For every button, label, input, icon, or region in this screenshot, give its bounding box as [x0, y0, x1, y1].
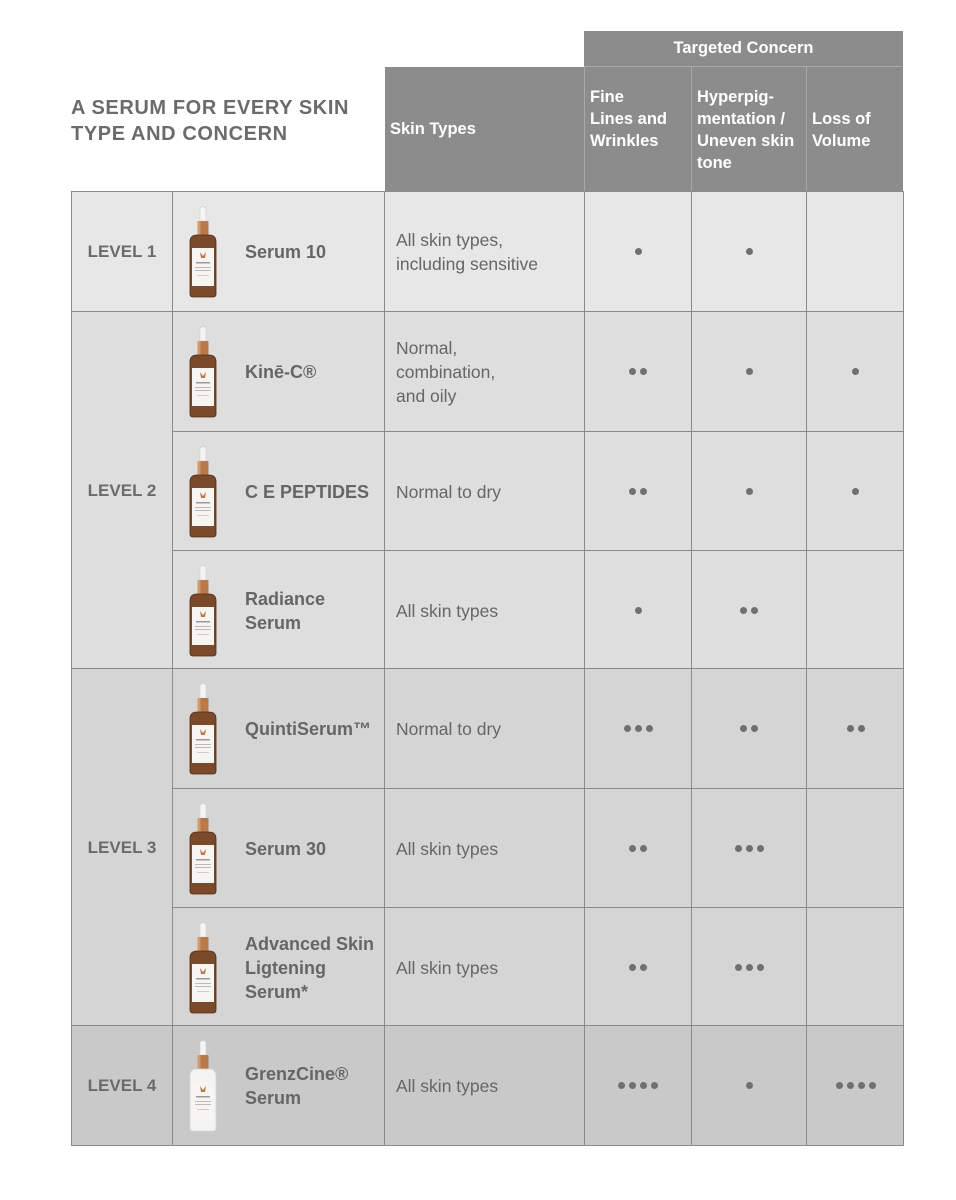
rating-cell — [807, 908, 904, 1027]
skin-type-cell — [385, 789, 585, 908]
rating-dots — [624, 725, 653, 732]
rating-dot-icon — [629, 368, 636, 375]
product-name: Radiance Serum — [245, 588, 326, 633]
rating-dot-icon — [635, 248, 642, 255]
loss-of-volume-header — [806, 67, 903, 191]
skin-type-text: Normal to dry — [396, 718, 502, 739]
level-label: LEVEL 4 — [72, 1026, 173, 1145]
rating-dots — [740, 725, 758, 732]
skin-type-text: All skin types — [396, 957, 499, 978]
rating-cell — [692, 192, 807, 311]
product-cell — [173, 669, 385, 788]
level-band — [72, 1025, 903, 1145]
rating-dots — [635, 248, 642, 255]
rating-cell — [692, 908, 807, 1027]
skin-type-text: All skin types, including sensitive — [396, 229, 539, 274]
rating-dot-icon — [640, 1082, 647, 1089]
table-row — [173, 669, 903, 788]
rating-cell — [585, 789, 692, 908]
skin-type-cell — [385, 1026, 585, 1145]
rating-dot-icon — [735, 845, 742, 852]
rating-cell — [692, 1026, 807, 1145]
product-name: Serum 10 — [245, 241, 327, 262]
hyperpigmentation-header-label: Hyperpig-mentation / Uneven skin tone — [697, 88, 795, 172]
product-cell — [173, 908, 385, 1027]
rating-dot-icon — [640, 488, 647, 495]
page-title: A SERUM FOR EVERY SKIN TYPE AND CONCERN — [71, 97, 350, 145]
rating-dot-icon — [640, 964, 647, 971]
hyperpigmentation-header — [691, 67, 806, 191]
serum-bottle-icon — [187, 326, 219, 418]
rating-cell — [585, 192, 692, 311]
level-band — [72, 192, 903, 311]
serum-bottle-icon — [187, 1040, 219, 1132]
product-name: QuintiSerum™ — [245, 718, 372, 739]
product-name: Kinē-C® — [245, 361, 317, 382]
rating-dot-icon — [740, 725, 747, 732]
rating-cell — [807, 789, 904, 908]
rating-dot-icon — [751, 607, 758, 614]
rating-cell — [807, 551, 904, 670]
rating-cell — [692, 669, 807, 788]
rating-dot-icon — [746, 1082, 753, 1089]
product-cell — [173, 192, 385, 311]
rating-cell — [807, 1026, 904, 1145]
rating-dot-icon — [746, 368, 753, 375]
skin-type-cell — [385, 908, 585, 1027]
rating-dot-icon — [640, 845, 647, 852]
skin-type-cell — [385, 432, 585, 551]
rating-dot-icon — [618, 1082, 625, 1089]
rating-dots — [746, 368, 753, 375]
rating-cell — [585, 432, 692, 551]
product-cell — [173, 789, 385, 908]
rating-dot-icon — [629, 488, 636, 495]
rating-dot-icon — [746, 248, 753, 255]
rating-dots — [635, 607, 642, 614]
skin-type-cell — [385, 669, 585, 788]
rating-cell — [807, 432, 904, 551]
rating-dot-icon — [746, 488, 753, 495]
skin-types-header: Skin Types — [385, 67, 584, 191]
skin-type-text: Normal to dry — [396, 481, 502, 502]
rating-dots — [746, 1082, 753, 1089]
rating-dots — [629, 368, 647, 375]
serum-bottle-icon — [187, 206, 219, 298]
rating-cell — [585, 551, 692, 670]
rating-dots — [852, 488, 859, 495]
rating-dot-icon — [635, 725, 642, 732]
rating-dots — [629, 488, 647, 495]
skin-type-text: All skin types — [396, 838, 499, 859]
rating-dot-icon — [629, 845, 636, 852]
rating-dots — [618, 1082, 658, 1089]
rating-dots — [629, 964, 647, 971]
rating-cell — [585, 312, 692, 431]
rating-dots — [847, 725, 865, 732]
rating-dot-icon — [746, 845, 753, 852]
rating-dots — [746, 488, 753, 495]
product-name: GrenzCine® Serum — [245, 1063, 349, 1108]
skin-type-cell — [385, 551, 585, 670]
rating-dot-icon — [757, 845, 764, 852]
product-name: Serum 30 — [245, 838, 327, 859]
rating-dot-icon — [852, 368, 859, 375]
product-cell — [173, 432, 385, 551]
rating-dot-icon — [751, 725, 758, 732]
rating-dot-icon — [629, 964, 636, 971]
product-name: C E PEPTIDES — [245, 481, 370, 502]
skin-type-text: All skin types — [396, 600, 499, 621]
level-label: LEVEL 1 — [72, 192, 173, 311]
rating-cell — [692, 789, 807, 908]
serum-comparison-table — [71, 191, 904, 1146]
rating-dots — [735, 845, 764, 852]
fine-lines-header-label: Fine Lines and Wrinkles — [590, 88, 668, 150]
serum-bottle-icon — [187, 803, 219, 895]
rating-cell — [807, 312, 904, 431]
rating-dots — [629, 845, 647, 852]
level-label: LEVEL 3 — [72, 669, 173, 1026]
rating-dot-icon — [757, 964, 764, 971]
table-row — [173, 788, 903, 908]
table-row — [173, 550, 903, 670]
serum-bottle-icon — [187, 565, 219, 657]
rating-cell — [692, 432, 807, 551]
fine-lines-header — [584, 67, 691, 191]
rating-dot-icon — [852, 488, 859, 495]
rating-cell — [585, 1026, 692, 1145]
table-row — [173, 312, 903, 431]
rating-dots — [735, 964, 764, 971]
rating-dot-icon — [740, 607, 747, 614]
rating-cell — [692, 551, 807, 670]
rating-cell — [692, 312, 807, 431]
rating-dot-icon — [735, 964, 742, 971]
targeted-concern-header: Targeted Concern — [584, 31, 903, 67]
skin-type-text: All skin types — [396, 1075, 499, 1096]
rating-dots — [852, 368, 859, 375]
table-row — [173, 907, 903, 1027]
skin-type-cell — [385, 312, 585, 431]
level-label: LEVEL 2 — [72, 312, 173, 669]
product-cell — [173, 312, 385, 431]
table-row — [173, 431, 903, 551]
rating-dots — [746, 248, 753, 255]
rating-dot-icon — [869, 1082, 876, 1089]
rating-cell — [585, 669, 692, 788]
rating-dot-icon — [858, 1082, 865, 1089]
rating-cell — [807, 669, 904, 788]
rating-cell — [585, 908, 692, 1027]
rating-cell — [807, 192, 904, 311]
table-row — [173, 192, 903, 311]
serum-bottle-icon — [187, 922, 219, 1014]
loss-of-volume-header-label: Loss of Volume — [812, 110, 871, 150]
rating-dot-icon — [847, 1082, 854, 1089]
rating-dot-icon — [836, 1082, 843, 1089]
product-name: Advanced Skin Ligtening Serum* — [245, 933, 375, 1002]
table-row — [173, 1026, 903, 1145]
skin-type-text: Normal, combination, and oily — [396, 337, 496, 406]
rating-dot-icon — [847, 725, 854, 732]
rating-dot-icon — [746, 964, 753, 971]
level-band — [72, 311, 903, 669]
rating-dots — [740, 607, 758, 614]
product-cell — [173, 551, 385, 670]
rating-dot-icon — [635, 607, 642, 614]
rating-dot-icon — [858, 725, 865, 732]
serum-bottle-icon — [187, 683, 219, 775]
level-band — [72, 668, 903, 1026]
skin-type-cell — [385, 192, 585, 311]
rating-dot-icon — [646, 725, 653, 732]
rating-dot-icon — [624, 725, 631, 732]
product-cell — [173, 1026, 385, 1145]
rating-dot-icon — [640, 368, 647, 375]
rating-dot-icon — [629, 1082, 636, 1089]
serum-bottle-icon — [187, 446, 219, 538]
rating-dots — [836, 1082, 876, 1089]
rating-dot-icon — [651, 1082, 658, 1089]
